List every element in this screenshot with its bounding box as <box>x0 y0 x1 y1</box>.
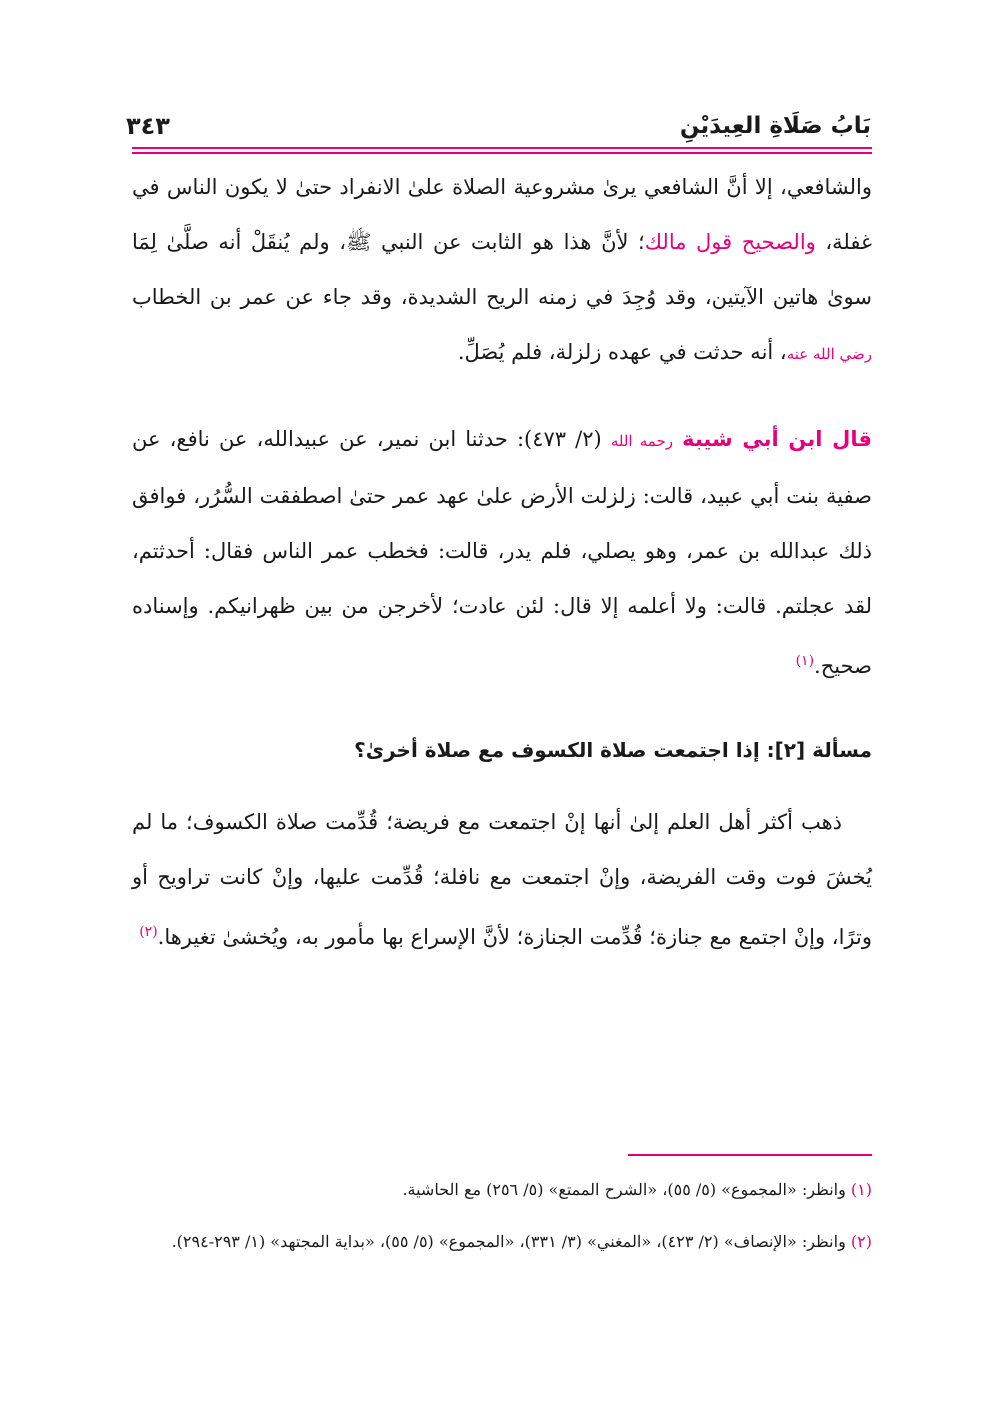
correct-opinion-highlight: والصحيح قول مالك <box>644 230 816 254</box>
footnote-2 <box>132 1224 872 1260</box>
paragraph1-part2: ؛ لأنَّ هذا هو الثابت عن النبي ﷺ، ولم يُنقَلْ أنه صلَّىٰ لِمَا سوىٰ هاتين الآيتين، وقد وُجِدَ في زمنه الريح الشديدة، وقد جاء عن عمر بن الخطاب <box>132 230 872 309</box>
chapter-title: بَابُ صَلَاةِ العِيدَيْنِ <box>679 113 871 139</box>
footnote-1 <box>132 1172 872 1208</box>
footnote-2-text: وانظر: «الإنصاف» (٢/ ٤٢٣)، «المغني» (٣/ ٣٣١)، «المجموع» (٥/ ٥٥)، «بداية المجتهد» (١/ ٢٩٣-٢٩٤). <box>171 1232 846 1251</box>
issue-title: إذا اجتمعت صلاة الكسوف مع صلاة أخرىٰ؟ <box>354 738 760 762</box>
footnote-1-number: (١) <box>850 1180 872 1199</box>
paragraph1-part1: والشافعي، إلا أنَّ الشافعي يرىٰ مشروعية الصلاة علىٰ الانفراد حتىٰ لا يكون الناس في غفلة، <box>132 175 872 254</box>
footnote-1-text: وانظر: «المجموع» (٥/ ٥٥)، «الشرح الممتع» (٥/ ٢٥٦) مع الحاشية. <box>402 1180 846 1199</box>
narrator-lead: قال ابن أبي شيبة <box>682 427 872 451</box>
issue-label: مسألة [٢]: <box>766 738 872 762</box>
paragraph-eclipse-ruling <box>132 795 872 965</box>
honorific-radiyallah: رضي الله عنه <box>786 345 872 363</box>
header-rule-top <box>132 147 872 149</box>
honorific-rahimahullah: رحمه الله <box>610 432 673 450</box>
header-rule-bottom <box>132 152 872 154</box>
ruling-text: ذهب أكثر أهل العلم إلىٰ أنها إنْ اجتمعت مع فريضة؛ قُدِّمت صلاة الكسوف؛ ما لم يُخشَ فوت وقت الفريضة، وإنْ اجتمعت مع نافلة؛ قُدِّمت عليها، وإنْ كانت تراويح أو وترًا، وإنْ اجتمع مع جنازة؛ قُدِّمت الجنازة؛ لأنَّ الإسراع بها مأمور به، ويُخشىٰ تغيرها. <box>132 810 872 949</box>
page-number: ٣٤٣ <box>126 112 170 140</box>
footnote-separator <box>628 1154 872 1156</box>
paragraph-hadith-narration <box>132 412 872 694</box>
footnote-2-number: (٢) <box>850 1232 872 1251</box>
footnote-ref-1[interactable]: (١) <box>795 653 815 669</box>
paragraph-madhab-opinions <box>132 160 872 382</box>
section-heading <box>354 738 872 762</box>
paragraph1-part3: ، أنه حدثت في عهده زلزلة، فلم يُصَلِّ. <box>457 340 787 364</box>
footnote-ref-2[interactable]: (٢) <box>139 924 158 940</box>
narration-text: (٢/ ٤٧٣): حدثنا ابن نمير، عن عبيدالله، عن نافع، عن صفية بنت أبي عبيد، قالت: زلزلت الأرض علىٰ عهد عمر حتىٰ اصطفقت السُّرُر، فوافق ذلك عبدالله بن عمر، وهو يصلي، فلم يدر، قالت: فخطب عمر الناس فقال: أحدثتم، لقد عجلتم. قالت: ولا أعلمه إلا قال: لئن عادت؛ لأخرجن من بين ظهرانيكم. وإسناده صحيح. <box>132 427 873 678</box>
